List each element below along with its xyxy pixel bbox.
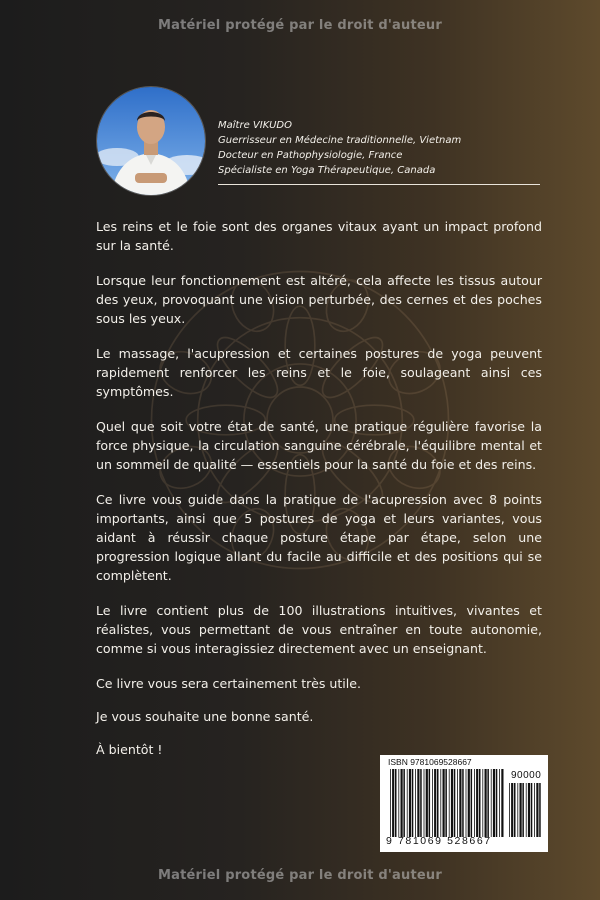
author-credential-3: Spécialiste en Yoga Thérapeutique, Canada: [218, 165, 436, 176]
description-paragraph: Le massage, l'acupression et certaines postures de yoga peuvent rapidement renforcer les reins et le foie, soulageant ainsi ces symptômes.: [96, 346, 542, 399]
isbn-barcode: [380, 755, 548, 852]
divider-line: [218, 184, 540, 185]
book-description: [96, 217, 542, 773]
author-credential-2: Docteur en Pathophysiologie, France: [218, 150, 403, 161]
isbn-digits: 9 781069 528667: [386, 835, 492, 847]
description-paragraph: Le livre contient plus de 100 illustrations intuitives, vivantes et réalistes, vous permettant de vous entraîner en toute autonomie, comme si vous interagissiez directement avec un enseignant.: [96, 603, 542, 656]
description-paragraph: Ce livre vous sera certainement très utile.: [96, 676, 362, 691]
author-photo: [96, 86, 206, 196]
copyright-watermark-bottom: Matériel protégé par le droit d'auteur: [157, 868, 442, 883]
description-paragraph: Lorsque leur fonctionnement est altéré, cela affecte les tissus autour des yeux, provoquant une vision perturbée, des cernes et des poches sous les yeux.: [96, 273, 542, 326]
author-bio: [218, 118, 548, 178]
description-paragraph: Je vous souhaite une bonne santé.: [96, 709, 314, 724]
author-credential-1: Guerrisseur en Médecine traditionnelle, Vietnam: [218, 135, 462, 146]
description-paragraph: Ce livre vous guide dans la pratique de l'acupression avec 8 points importants, ainsi que 5 postures de yoga et leurs variantes, vous aidant à réussir chaque posture étape par étape, selon une progression logique allant du facile au difficile et des positions qui se complètent.: [96, 492, 542, 583]
description-paragraph: Les reins et le foie sont des organes vitaux ayant un impact profond sur la santé.: [96, 219, 542, 253]
price-code: 90000: [511, 770, 542, 781]
description-paragraph: Quel que soit votre état de santé, une pratique régulière favorise la force physique, la circulation sanguine cérébrale, l'équilibre mental et un sommeil de qualité — essentiels pour la santé du foie et des reins.: [96, 419, 542, 472]
isbn-label: ISBN 9781069528667: [388, 757, 472, 767]
closing-line: À bientôt !: [96, 742, 163, 757]
barcode-addon-bars: [509, 783, 543, 837]
barcode-bars: [390, 769, 504, 837]
author-name: Maître VIKUDO: [218, 120, 292, 131]
copyright-watermark-top: Matériel protégé par le droit d'auteur: [157, 18, 442, 33]
